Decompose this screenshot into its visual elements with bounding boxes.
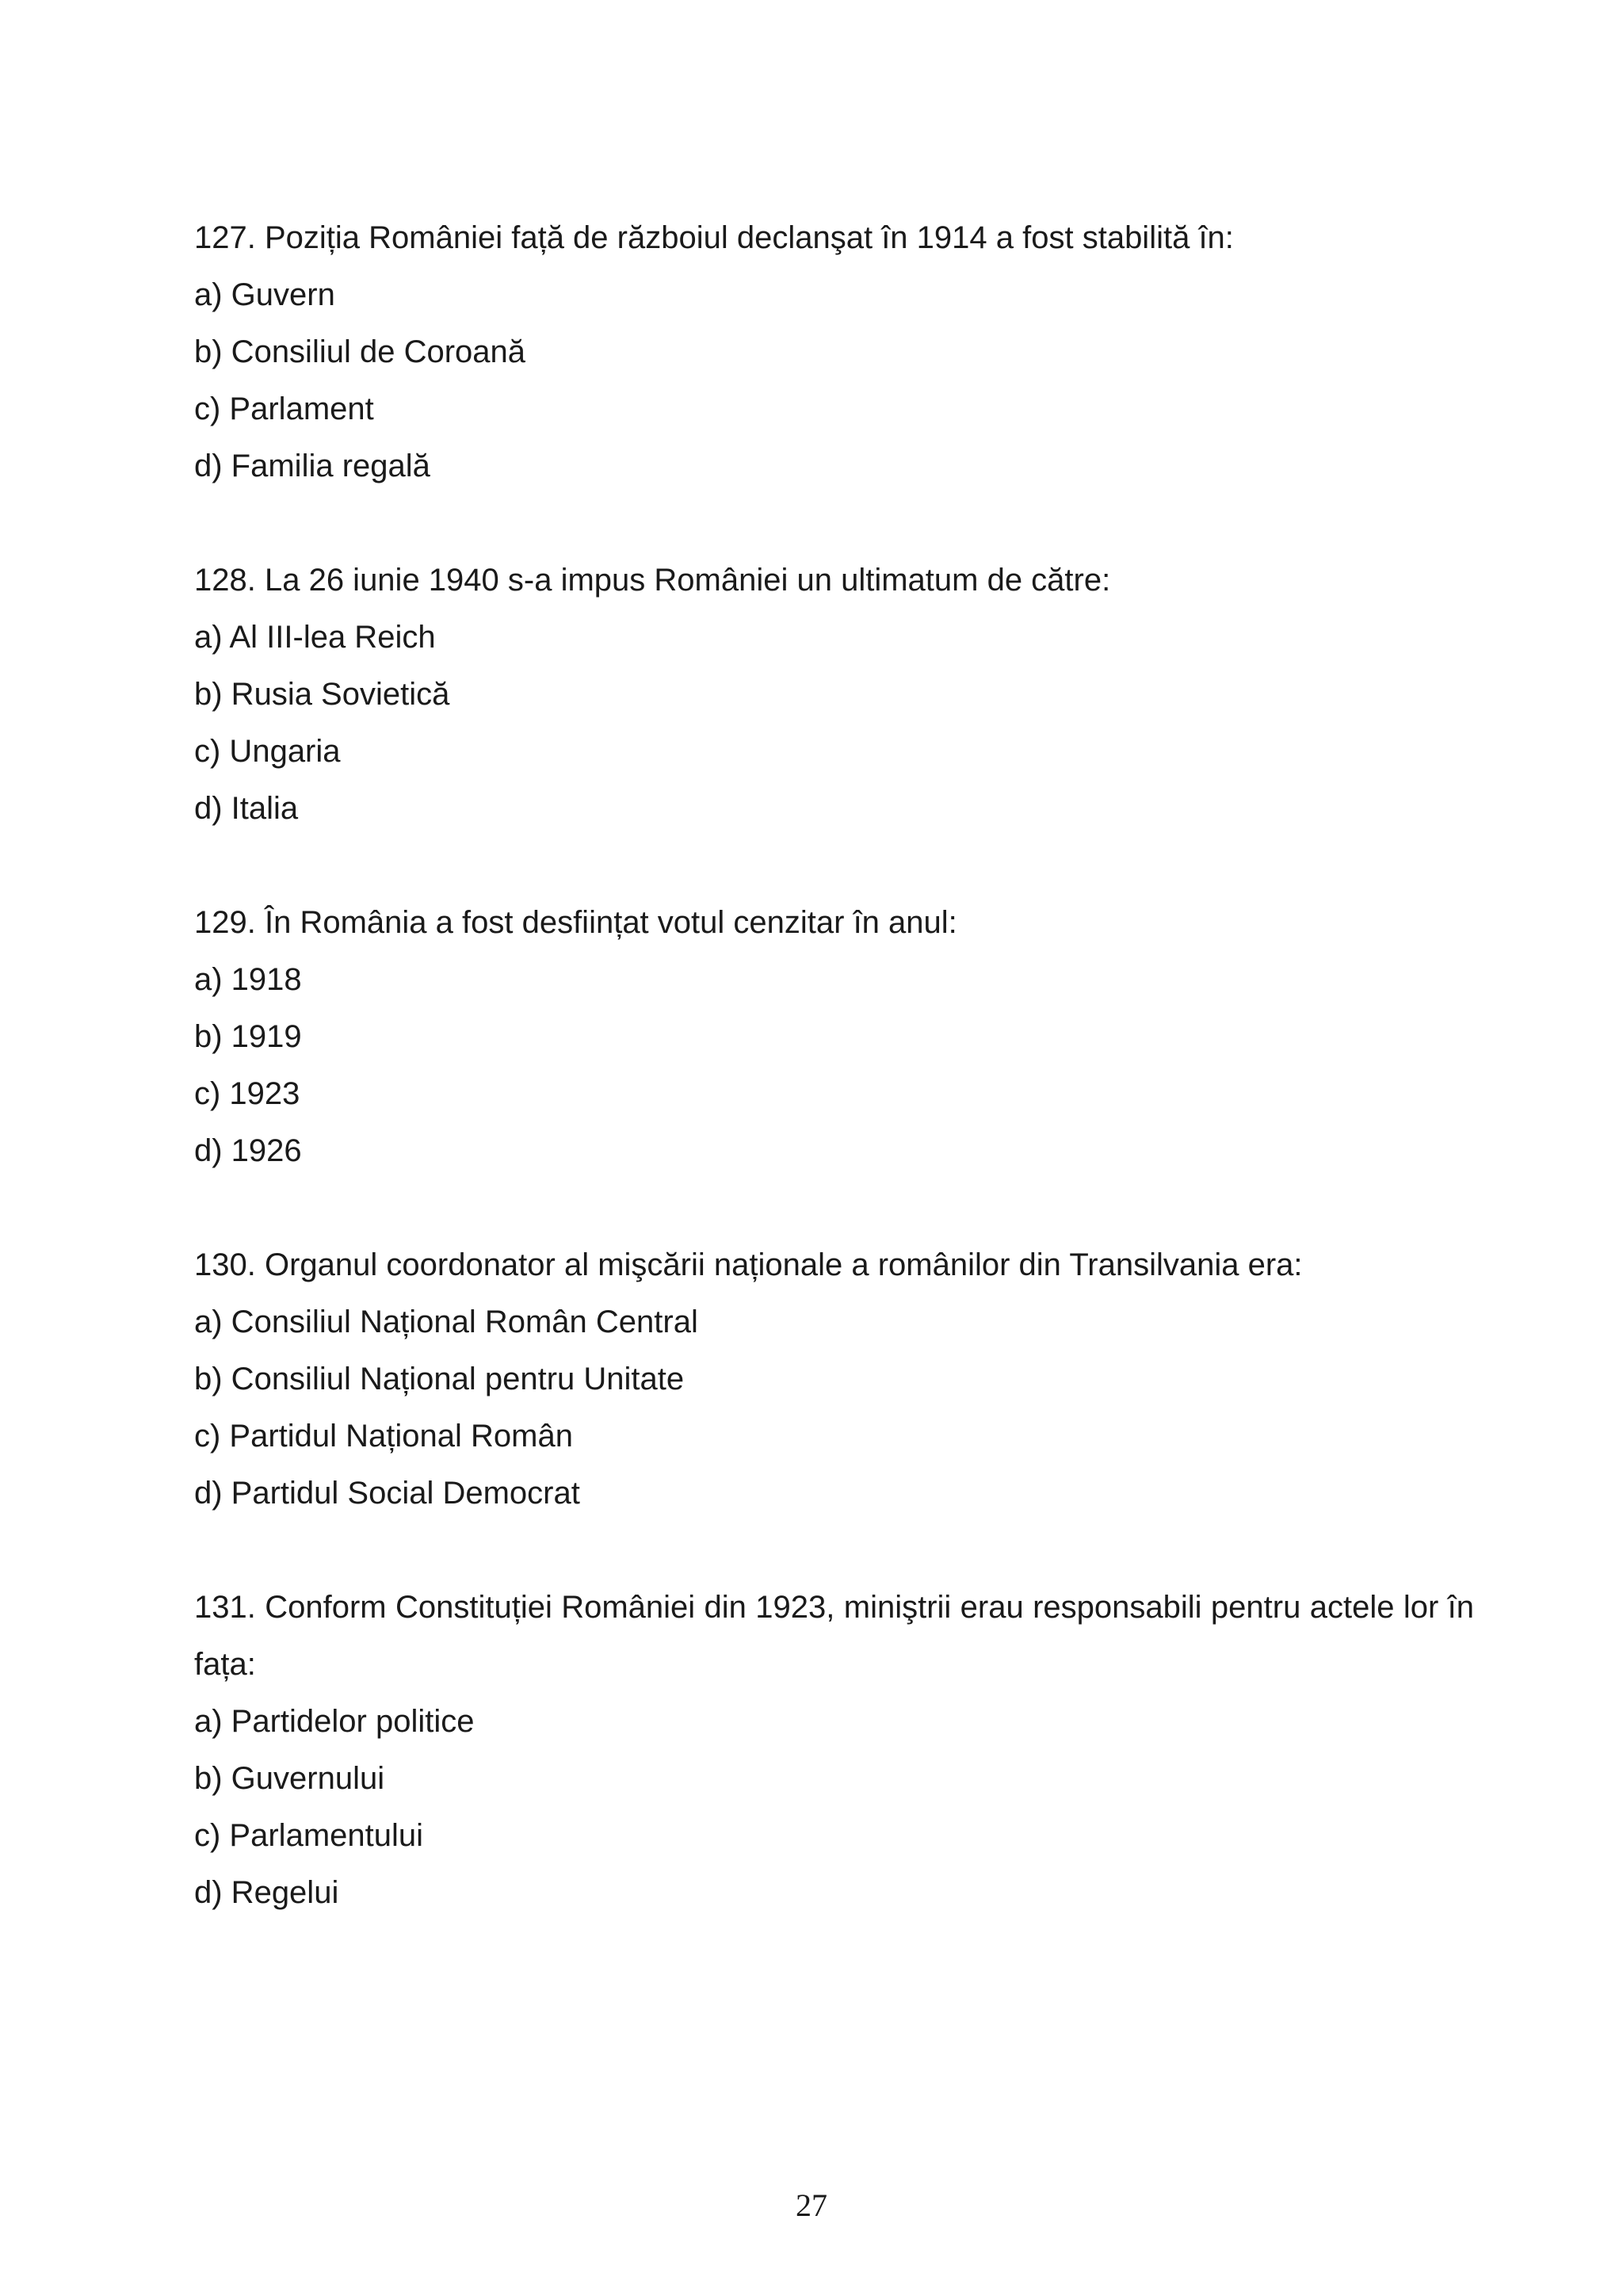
option-a: a) 1918: [194, 962, 302, 997]
option-a: a) Guvern: [194, 277, 335, 312]
option-c: c) Ungaria: [194, 734, 341, 769]
option-c: c) Parlamentului: [194, 1818, 424, 1853]
option-d: d) Partidul Social Democrat: [194, 1476, 580, 1511]
option-b: b) Guvernului: [194, 1761, 385, 1796]
question-stem: 130. Organul coordonator al mişcării naționale a românilor din Transilvania era:: [194, 1247, 1303, 1282]
question-stem: 131. Conform Constituției României din 1923, miniştrii erau responsabili pentru actele lor în fața:: [194, 1590, 1474, 1682]
option-a: a) Al III-lea Reich: [194, 620, 436, 655]
question-stem: 129. În România a fost desființat votul cenzitar în anul:: [194, 905, 957, 940]
option-b: b) Consiliul Național pentru Unitate: [194, 1362, 685, 1396]
question-127: [194, 209, 1474, 495]
option-c: c) Partidul Național Român: [194, 1419, 573, 1454]
option-b: b) Consiliul de Coroană: [194, 334, 526, 369]
option-a: a) Partidelor politice: [194, 1704, 475, 1739]
option-c: c) Parlament: [194, 392, 374, 426]
option-b: b) 1919: [194, 1019, 302, 1054]
question-stem: 128. La 26 iunie 1940 s-a impus României un ultimatum de către:: [194, 563, 1111, 598]
option-b: b) Rusia Sovietică: [194, 677, 450, 712]
question-128: [194, 552, 1474, 837]
question-129: [194, 894, 1474, 1179]
page-number: 27: [796, 2187, 827, 2223]
option-a: a) Consiliul Național Român Central: [194, 1305, 698, 1339]
option-d: d) Italia: [194, 791, 299, 826]
question-131: [194, 1579, 1474, 1921]
option-d: d) Familia regală: [194, 449, 430, 483]
option-c: c) 1923: [194, 1076, 300, 1111]
option-d: d) Regelui: [194, 1875, 339, 1910]
question-list: [194, 209, 1474, 1978]
question-130: [194, 1236, 1474, 1522]
question-stem: 127. Poziția României față de războiul declanşat în 1914 a fost stabilită în:: [194, 220, 1234, 255]
option-d: d) 1926: [194, 1133, 302, 1168]
